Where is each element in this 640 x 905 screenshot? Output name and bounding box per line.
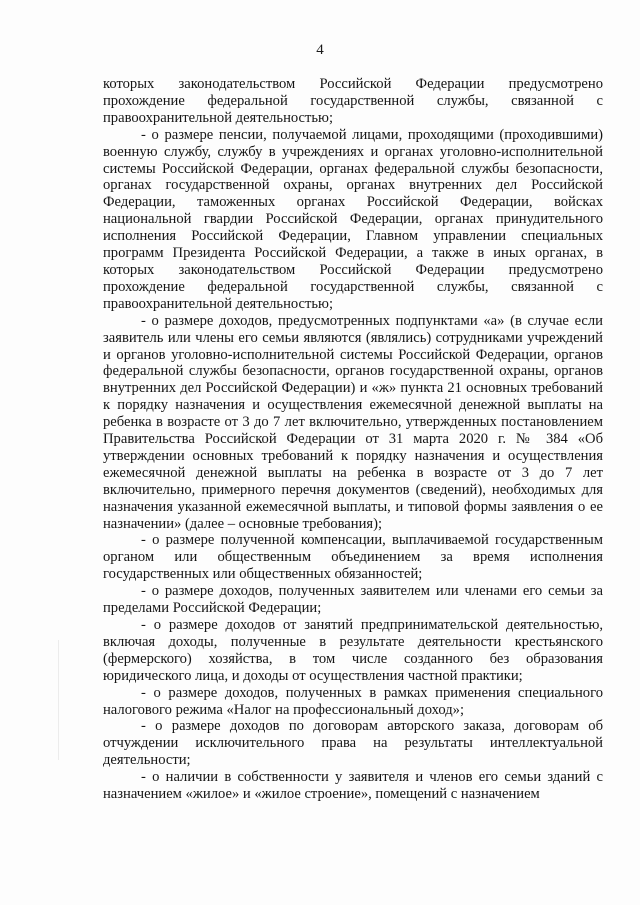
- scan-artifact-line: [58, 640, 59, 760]
- list-item-business-income: - о размере доходов от занятий предпринимательской деятельностью, включая доходы, полученные в результате деятельности крестьянского (фермерского) хозяйства, в том числе созданного без образования юридического лица, и доходы от осуществления частной практики;: [103, 617, 603, 684]
- paragraph-continuation: которых законодательством Российской Федерации предусмотрено прохождение федеральной государственной службы, связанной с правоохранительной деятельностью;: [103, 76, 603, 126]
- list-item-income-subparagraphs: - о размере доходов, предусмотренных подпунктами «а» (в случае если заявитель или члены его семьи являются (являлись) сотрудниками учреждений и органов уголовно-исполнительной системы Российской Федерации, органов федеральной службы безопасности, органов государственной охраны, органов внутренних дел Российской Федерации) и «ж» пункта 21 основных требований к порядку назначения и осуществления ежемесячной денежной выплаты на ребенка в возрасте от 3 до 7 лет включительно, утвержденных постановлением Правительства Российской Федерации от 31 марта 2020 г. № 384 «Об утверждении основных требований к порядку назначения и осуществления ежемесячной денежной выплаты на ребенка в возрасте от 3 до 7 лет включительно, примерного перечня документов (сведений), необходимых для назначения указанной ежемесячной выплаты, и типовой формы заявления о ее назначении» (далее – основные требования);: [103, 312, 603, 532]
- list-item-compensation: - о размере полученной компенсации, выплачиваемой государственным органом или общественным объединением за время исполнения государственных или общественных обязанностей;: [103, 532, 603, 583]
- list-item-foreign-income: - о размере доходов, полученных заявителем или членами его семьи за пределами Российской Федерации;: [103, 583, 603, 617]
- document-body: [103, 76, 603, 803]
- page-number: 4: [316, 42, 324, 58]
- list-item-professional-income-tax: - о размере доходов, полученных в рамках применения специального налогового режима «Налог на профессиональный доход»;: [103, 684, 603, 718]
- list-item-pension-size: - о размере пенсии, получаемой лицами, проходящими (проходившими) военную службу, службу в учреждениях и органах уголовно-исполнительной системы Российской Федерации, органах федеральной службы безопасности, органах государственной охраны, органах внутренних дел Российской Федерации, таможенных органах Российской Федерации, войсках национальной гвардии Российской Федерации, органах принудительного исполнения Российской Федерации, Главном управлении специальных программ Президента Российской Федерации, а также в иных органах, в которых законодательством Российской Федерации предусмотрено прохождение федеральной государственной службы, связанной с правоохранительной деятельностью;: [103, 126, 603, 312]
- list-item-property-ownership: - о наличии в собственности у заявителя и членов его семьи зданий с назначением «жилое» и «жилое строение», помещений с назначением: [103, 769, 603, 803]
- list-item-author-contracts: - о размере доходов по договорам авторского заказа, договорам об отчуждении исключительного права на результаты интеллектуальной деятельности;: [103, 718, 603, 769]
